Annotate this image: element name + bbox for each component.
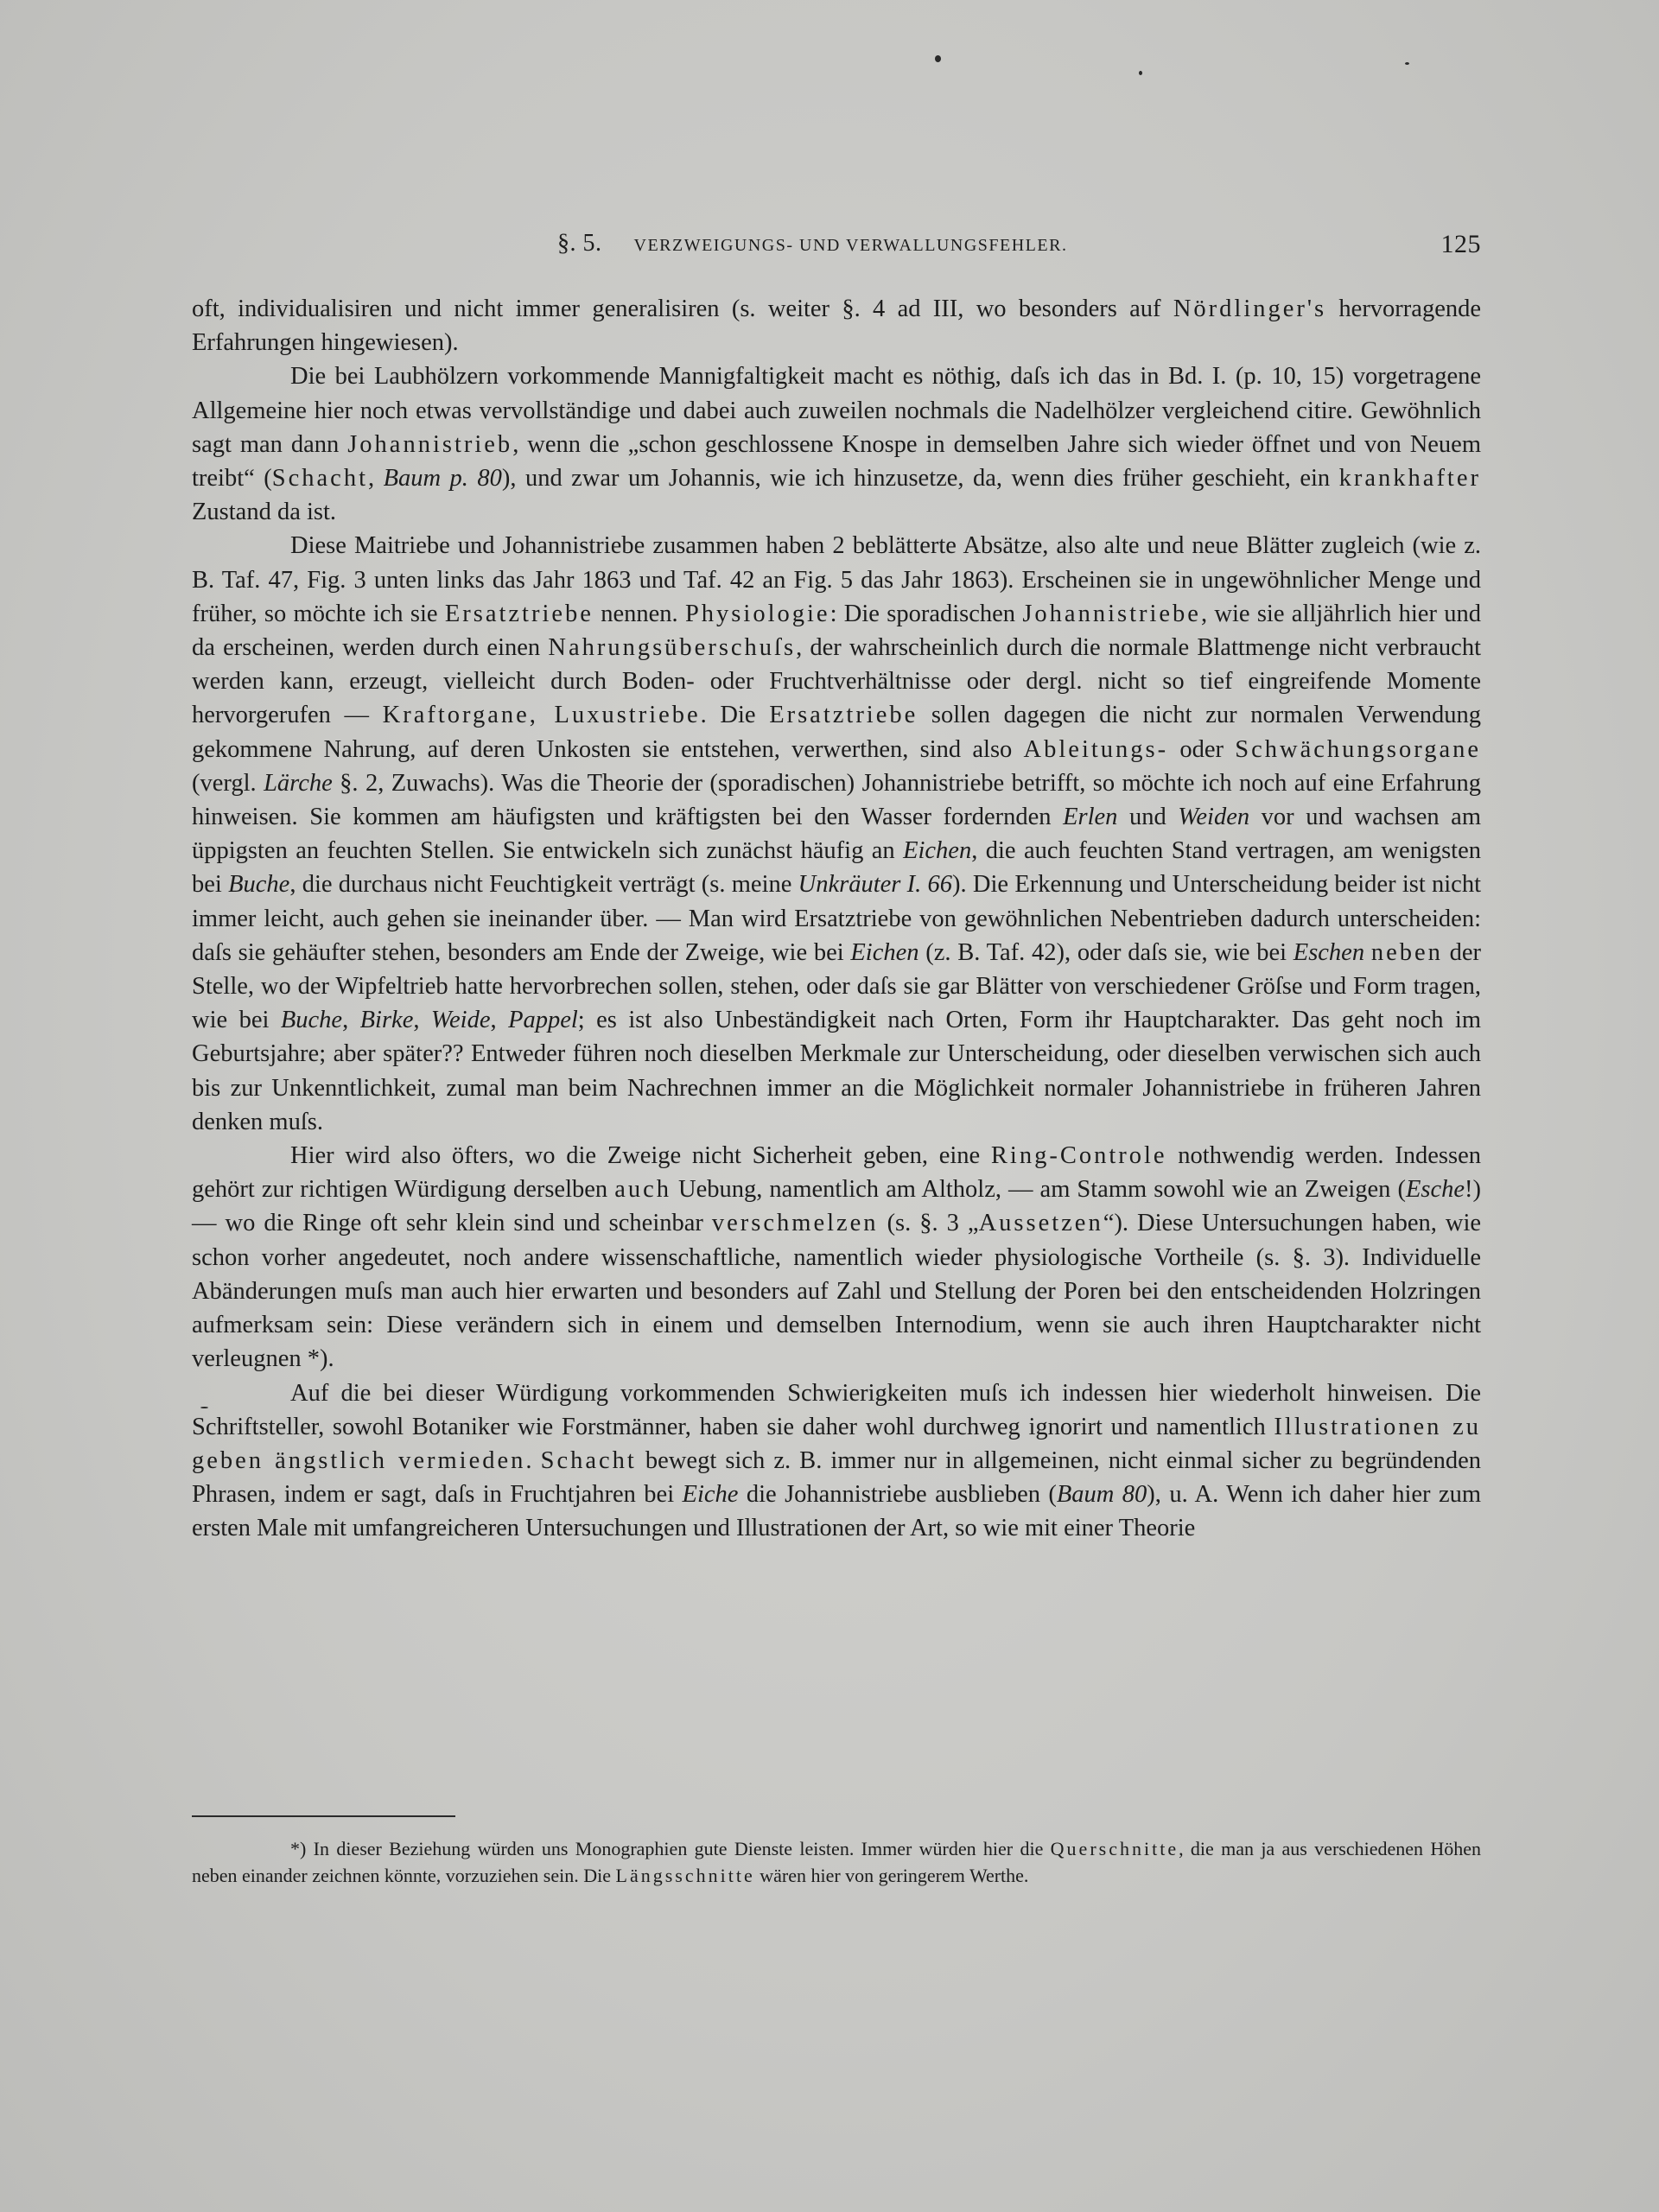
italic-term: Baum p. 80	[383, 465, 502, 493]
spaced-emphasis: Ersatztriebe	[444, 600, 594, 627]
spaced-emphasis: neben	[1370, 938, 1443, 966]
spaced-emphasis: Kraftorgane, Luxustriebe	[382, 702, 701, 729]
spaced-emphasis: Ableitungs-	[1023, 735, 1169, 763]
italic-term: Birke	[359, 1007, 414, 1034]
text-run: ), und zwar um Johannis, wie ich hinzusetze, da, wenn dies früher geschieht, ein	[501, 465, 1339, 493]
text-run: die Johannistriebe ausblieben (	[738, 1481, 1057, 1509]
text-run: Uebung, namentlich am Altholz, — am Stamm sowohl wie an Zweigen (	[671, 1176, 1406, 1204]
spaced-emphasis: Illustrationen zu geben ängstlich vermieden	[192, 1413, 1481, 1474]
text-run: Auf die bei dieser Würdigung vorkommenden Schwierigkeiten muſs ich indessen hier wiederholt hinweisen. Die Schriftsteller, sowohl Botaniker wie Forstmänner, haben sie daher wohl durchweg ignorirt und namentlich	[192, 1379, 1481, 1440]
text-run: vor und wachsen am üppigsten an feuchten Stellen. Sie entwickeln sich zunächst häufig an	[192, 804, 1481, 865]
italic-term: Erlen	[1063, 804, 1118, 831]
paragraph	[192, 292, 1481, 359]
paragraph	[192, 1139, 1481, 1376]
text-run: : Die sporadischen	[830, 600, 1023, 627]
text-run: (vergl.	[192, 769, 264, 797]
text-run: ,	[367, 465, 384, 493]
text-run: , wenn die „schon geschlossene Knospe in demselben Jahre sich wieder öffnet und von Neuem treibt“ (	[192, 430, 1481, 493]
spaced-emphasis: Schwächungsorgane	[1235, 735, 1481, 763]
text-run: ), u. A. Wenn ich daher hier zum ersten Male mit umfangreicheren Untersuchungen und Illustrationen der Art, so wie mit einer Theorie	[192, 1481, 1482, 1542]
spaced-emphasis: Physiologie	[684, 600, 830, 627]
text-run: §. 2, Zuwachs). Was die Theorie der (sporadischen) Johannistriebe betrifft, so möchte ich noch auf eine Erfahrung hinweisen. Sie kommen am häufigsten und kräftigsten bei den Wasser fordernden	[192, 769, 1481, 831]
text-run: und	[1117, 804, 1179, 831]
text-run: nennen.	[593, 600, 685, 627]
italic-term: Weiden	[1178, 804, 1250, 831]
text-run: bewegt sich z. B. immer nur in allgemeinen, nicht einmal sicher zu begründenden Phrasen, indem er sagt, daſs in Fruchtjahren bei	[192, 1446, 1481, 1509]
spaced-emphasis: Nördlinger's	[1173, 296, 1327, 322]
ink-speck	[1139, 71, 1142, 75]
spaced-emphasis: Querschnitte	[1050, 1838, 1179, 1859]
spaced-emphasis: Johannistrieb	[347, 430, 513, 458]
italic-term: Buche	[280, 1007, 343, 1034]
italic-term: Weide	[430, 1007, 491, 1034]
ink-speck	[935, 55, 941, 62]
spaced-emphasis: auch	[614, 1176, 671, 1204]
text-run: oft, individualisiren und nicht immer generalisiren (s. weiter §. 4 ad III, wo besonders auf	[192, 296, 1173, 322]
text-run: sollen dagegen die nicht zur normalen Verwendung gekommene Nahrung, auf deren Unkosten sie entstehen, verwerthen, sind also	[192, 702, 1481, 763]
text-run: Zustand da ist.	[192, 499, 337, 526]
italic-term: Pappel	[508, 1007, 578, 1034]
text-run: wären hier von geringerem Werthe.	[754, 1865, 1029, 1886]
text-run: (z. B. Taf. 42), oder daſs sie, wie bei	[918, 938, 1294, 966]
text-run: ). Die Erkennung und Unterscheidung beider ist nicht immer leicht, auch gehen sie ineinander über. — Man wird Ersatztriebe von gewöhnlichen Nebentrieben dadurch unterscheiden: daſs sie gehäufter stehen, besonders am Ende der Zweige, wie bei	[192, 871, 1481, 966]
spaced-emphasis: Aussetzen	[978, 1210, 1103, 1237]
text-run: , die durchaus nicht Feuchtigkeit verträgt (s. meine	[289, 871, 798, 899]
spaced-emphasis: Schacht	[271, 465, 368, 493]
text-run: , der wahrscheinlich durch die normale Blattmenge nicht verbraucht werden kann, erzeugt, vielleicht durch Boden- oder Fruchtverhältnisse oder dergl. nicht so tief eingreifende Momente hervorgerufen —	[192, 634, 1481, 729]
text-run: nothwendig werden. Indessen gehört zur richtigen Würdigung derselben	[192, 1142, 1481, 1204]
italic-term: Eichen	[850, 938, 919, 966]
paragraph	[192, 359, 1481, 529]
spaced-emphasis: Längsschnitte	[615, 1865, 755, 1886]
text-run: . Die	[700, 702, 770, 729]
section-number: §. 5.	[557, 230, 602, 257]
paragraph	[192, 529, 1481, 1139]
body-text	[192, 292, 1481, 1546]
page-number: 125	[1440, 230, 1481, 258]
text-run: .	[525, 1446, 541, 1474]
text-run: ,	[490, 1007, 509, 1034]
spaced-emphasis: krankhafter	[1338, 465, 1481, 493]
italic-term: Eiche	[682, 1481, 739, 1509]
text-run: Hier wird also öfters, wo die Zweige nicht Sicherheit geben, eine	[290, 1142, 991, 1170]
footnote-divider	[192, 1815, 455, 1817]
italic-term: Unkräuter I. 66	[798, 871, 953, 899]
text-run: , wie sie alljährlich hier und da erscheinen, werden durch einen	[192, 600, 1481, 662]
spaced-emphasis: Nahrungsüberschuſs	[548, 634, 797, 662]
italic-term: Eschen	[1293, 938, 1365, 966]
text-run: (s. §. 3 „	[878, 1210, 979, 1237]
text-run: Die bei Laubhölzern vorkommende Mannigfaltigkeit macht es nöthig, daſs ich das in Bd. I. (p. 10, 15) vorgetragene Allgemeine hier noch etwas vervollständige und dabei auch zuweilen nochmals die Nadelhölzer vergleichend citire. Gewöhnlich sagt man dann	[192, 363, 1481, 458]
section-heading	[557, 230, 1067, 257]
text-run	[1364, 939, 1371, 966]
footnote	[192, 1835, 1481, 1889]
spaced-emphasis: Ring-Controle	[990, 1142, 1167, 1170]
text-run: hervorragende Erfahrungen hingewiesen).	[192, 296, 1481, 357]
spaced-emphasis: Ersatztriebe	[769, 702, 918, 729]
italic-term: Lärche	[264, 769, 333, 797]
text-run: !) — wo die Ringe oft sehr klein sind und scheinbar	[192, 1176, 1481, 1237]
text-run: oder	[1168, 735, 1236, 763]
running-header	[192, 230, 1481, 268]
spaced-emphasis: Johannistriebe	[1022, 600, 1201, 627]
text-run: ,	[342, 1007, 360, 1034]
text-run: Diese Maitriebe und Johannistriebe zusammen haben 2 beblätterte Absätze, also alte und neue Blätter zugleich (wie z. B. Taf. 47, Fig. 3 unten links das Jahr 1863 und Taf. 42 an Fig. 5 das Jahr 1863). Erscheinen sie in ungewöhnlicher Menge und früher, so möchte ich sie	[192, 532, 1481, 627]
text-run: , die auch feuchten Stand vertragen, am wenigsten bei	[192, 837, 1481, 899]
italic-term: Esche	[1405, 1176, 1465, 1204]
ink-speck	[1405, 62, 1409, 65]
text-run: , die man ja aus verschiedenen Höhen neben einander zeichnen könnte, vorzuziehen sein. Die	[192, 1838, 1481, 1886]
section-title: VERZWEIGUNGS- UND VERWALLUNGSFEHLER.	[633, 236, 1068, 255]
spaced-emphasis: verschmelzen	[711, 1210, 879, 1237]
italic-term: Eichen	[903, 837, 972, 865]
text-run: ,	[413, 1007, 431, 1034]
paragraph	[192, 1376, 1481, 1546]
text-run: der Stelle, wo der Wipfeltrieb hatte hervorbrechen sollen, stehen, oder daſs sie gar Blätter von verschiedener Gröſse und Form tragen, wie bei	[192, 938, 1482, 1034]
text-run: ; es ist also Unbeständigkeit nach Orten, Form ihr Hauptcharakter. Das geht noch im Geburtsjahre; aber später?? Entweder führen noch dieselben Merkmale zur Unterscheidung, oder dieselben verwischen sich auch bis zur Unkenntlichkeit, zumal man beim Nachrechnen immer an die Möglichkeit normaler Johannistriebe in früheren Jahren denken muſs.	[192, 1007, 1482, 1135]
text-run: “). Diese Untersuchungen haben, wie schon vorher angedeutet, noch andere wissenschaftliche, namentlich wieder physiologische Vortheile (s. §. 3). Individuelle Abänderungen muſs man auch hier erwarten und besonders auf Zahl und Stellung der Poren bei den entscheidenden Holzringen aufmerksam sein: Diese verändern sich in einem und demselben Internodium, wenn sie auch ihren Hauptcharakter nicht verleugnen *).	[192, 1210, 1482, 1373]
text-run: *) In dieser Beziehung würden uns Monographien gute Dienste leisten. Immer würden hier die	[290, 1838, 1051, 1859]
italic-term: Baum 80	[1056, 1481, 1147, 1509]
spaced-emphasis: Schacht	[540, 1446, 637, 1474]
italic-term: Buche	[228, 871, 290, 899]
